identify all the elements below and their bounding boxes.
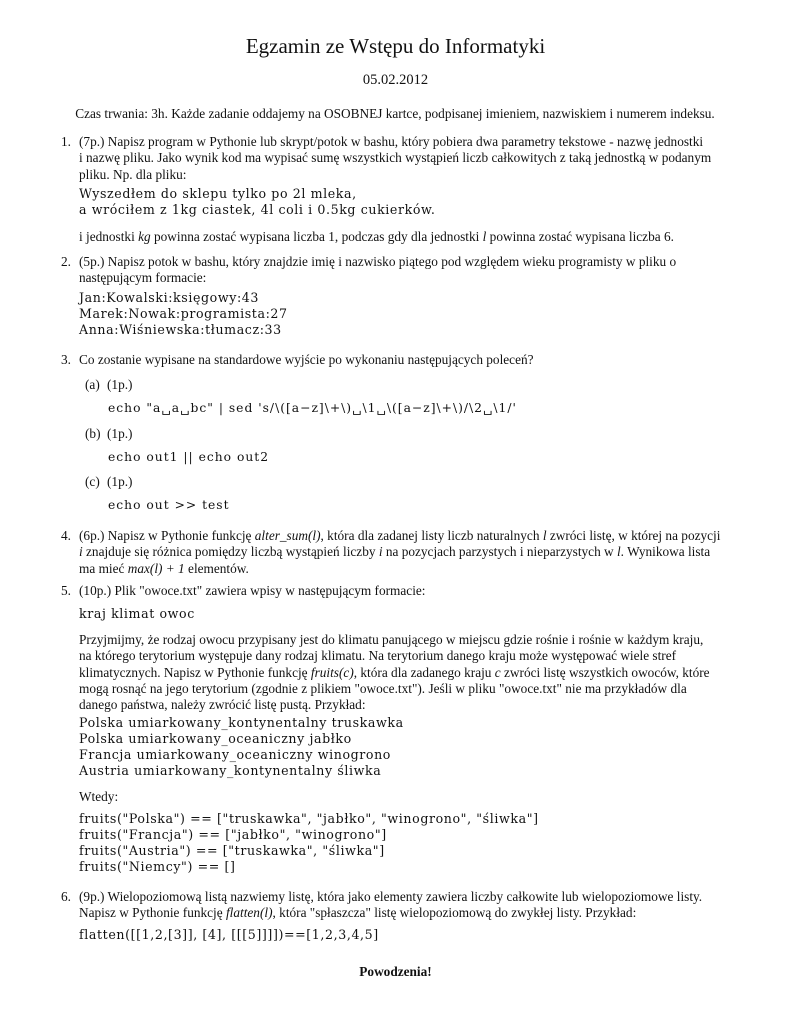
text-run: l — [616, 544, 621, 560]
task-text-line: i nazwę pliku. Jako wynik kod ma wypisać sumę wszystkich wystąpień liczb całkowitych z taką jednostką w podanym — [79, 150, 712, 166]
text-run: zwróci listę, w której na pozycji — [546, 528, 721, 543]
task-text-line — [79, 544, 723, 560]
code-line: echo out >> test — [108, 498, 230, 512]
code-line: flatten([[1,2,[3]], [4], [[[5]]]])==[1,2,3,4,5] — [79, 927, 379, 942]
text-run: l — [542, 528, 547, 543]
text-run: , która "spłaszcza" listę wielopoziomową do zwykłej listy. Przykład: — [272, 905, 637, 921]
text-run: elementów. — [184, 560, 249, 576]
task-text-line: Wtedy: — [79, 789, 119, 804]
task-text-line: (10p.) Plik "owoce.txt" zawiera wpisy w następującym formacie: — [79, 583, 426, 598]
text-run: , która dla zadanej listy liczb naturalnych — [320, 528, 543, 543]
subtask-points: (1p.) — [107, 474, 133, 489]
text-run: klimatycznych. Napisz w Pythonie funkcję — [79, 664, 311, 680]
task-number: 6. — [61, 889, 71, 904]
task-text-line: następującym formacie: — [79, 270, 207, 286]
code-line: Polska umiarkowany_oceaniczny jabłko — [79, 731, 352, 746]
task-number: 3. — [61, 352, 71, 367]
task-4 — [61, 528, 723, 577]
code-line: Francja umiarkowany_oceaniczny winogrono — [79, 747, 391, 762]
task-number: 5. — [61, 583, 71, 598]
code-line: echo out1 || echo out2 — [108, 450, 270, 464]
text-run: znajduje się różnica pomiędzy liczbą wystąpień liczby — [82, 544, 379, 560]
task-5-description — [79, 632, 723, 713]
task-3 — [61, 352, 723, 368]
subtask-a — [85, 377, 132, 393]
code-line: Marek:Nowak:programista:27 — [79, 306, 288, 321]
task-text-line: (9p.) Wielopoziomową listą nazwiemy listę, która jako elementy zawiera liczby całkowite lub wielopoziomowe listy. — [79, 889, 703, 904]
text-run: alter_sum(l) — [254, 528, 321, 543]
text-run: zwróci listę wszystkich owoców, które — [500, 664, 710, 680]
subtask-c — [85, 474, 132, 490]
task-number: 1. — [61, 134, 71, 149]
text-run: max(l) + 1 — [127, 560, 185, 576]
code-line: a wróciłem z 1kg ciastek, 4l coli i 0.5kg cukierków. — [79, 202, 436, 217]
task-2 — [61, 254, 723, 287]
task-text-line: mogą rosnąć na jego terytorium (zgodnie z plikiem "owoce.txt"). Jeśli w pliku "owoce.txt" nie ma przykładów dla — [79, 680, 687, 696]
text-run: powinna zostać wypisana liczba 6. — [486, 229, 674, 244]
task-text-line — [79, 905, 723, 921]
code-line: Jan:Kowalski:księgowy:43 — [79, 290, 260, 305]
text-run: (6p.) Napisz w Pythonie funkcję — [79, 528, 255, 543]
task-text-line — [79, 665, 723, 681]
task-6 — [61, 889, 723, 922]
code-line: fruits("Polska") == ["truskawka", "jabłko", "winogrono", "śliwka"] — [79, 811, 539, 826]
code-line: echo "a␣a␣bc" | sed 's/\([a−z]\+\)␣\1␣\([a−z]\+\)/\2␣\1/' — [108, 401, 517, 415]
code-line: fruits("Austria") == ["truskawka", "śliwka"] — [79, 843, 385, 858]
text-run: i — [79, 544, 83, 560]
task-text-line: danego państwa, należy zwrócić listę pustą. Przykład: — [79, 697, 366, 713]
text-run: Napisz w Pythonie funkcję — [79, 905, 226, 921]
subtask-label: (a) — [85, 377, 100, 392]
task-1 — [61, 134, 723, 183]
task-text-line: Co zostanie wypisane na standardowe wyjście po wykonaniu następujących poleceń? — [79, 352, 534, 367]
text-run: ma mieć — [79, 560, 128, 576]
subtask-b — [85, 426, 132, 442]
text-run: i — [378, 544, 383, 560]
text-run: l — [482, 229, 487, 244]
exam-date: 05.02.2012 — [362, 72, 429, 88]
text-run: i jednostki — [79, 229, 139, 244]
code-line: fruits("Francja") == ["jabłko", "winogrono"] — [79, 827, 387, 842]
task-text-line — [79, 561, 723, 577]
subtask-points: (1p.) — [107, 426, 133, 441]
task-text-line — [79, 229, 723, 245]
task-number: 4. — [61, 528, 71, 543]
task-text-line — [79, 528, 723, 544]
closing-text: Powodzenia! — [359, 964, 432, 979]
task-number: 2. — [61, 254, 71, 269]
subtask-label: (b) — [85, 426, 101, 441]
task-text-line: (5p.) Napisz potok w bashu, który znajdzie imię i nazwisko piątego pod względem wieku programisty w pliku o — [79, 254, 677, 269]
task-text-line: Przyjmijmy, że rodzaj owocu przypisany jest do klimatu panującego w miejscu gdzie rośnie i rośnie w każdym kraju, — [79, 632, 704, 647]
subtask-points: (1p.) — [107, 377, 133, 392]
exam-instructions: Czas trwania: 3h. Każde zadanie oddajemy na OSOBNEJ kartce, podpisanej imieniem, nazwiskiem i numerem indeksu. — [75, 106, 715, 121]
text-run: powinna zostać wypisana liczba 1, podczas gdy dla jednostki — [150, 229, 483, 244]
text-run: kg — [138, 229, 151, 244]
task-5 — [61, 583, 723, 599]
code-line: Polska umiarkowany_kontynentalny truskawka — [79, 715, 404, 730]
text-run: c — [494, 664, 501, 680]
code-line: Wyszedłem do sklepu tylko po 2l mleka, — [79, 186, 357, 201]
subtask-label: (c) — [85, 474, 100, 489]
text-run: na pozycjach parzystych i nieparzystych w — [382, 544, 617, 560]
task-text-line: na którego terytorium występuje dany rodzaj klimatu. Na terytorium danego kraju może występować wiele stref — [79, 648, 677, 664]
text-run: . Wynikowa lista — [620, 544, 711, 560]
task-text-line: pliku. Np. dla pliku: — [79, 166, 187, 182]
code-line: fruits("Niemcy") == [] — [79, 859, 236, 874]
code-line: kraj klimat owoc — [79, 606, 195, 621]
text-run: fruits(c) — [310, 664, 354, 680]
page-title: Egzamin ze Wstępu do Informatyki — [245, 34, 546, 58]
code-line: Anna:Wiśniewska:tłumacz:33 — [79, 322, 282, 337]
code-line: Austria umiarkowany_kontynentalny śliwka — [79, 763, 382, 778]
text-run: flatten(l) — [225, 905, 273, 921]
text-run: , która dla zadanego kraju — [353, 664, 495, 680]
task-text-line: (7p.) Napisz program w Pythonie lub skrypt/potok w bashu, który pobiera dwa parametry tekstowe - nazwę jednostki — [79, 134, 704, 149]
